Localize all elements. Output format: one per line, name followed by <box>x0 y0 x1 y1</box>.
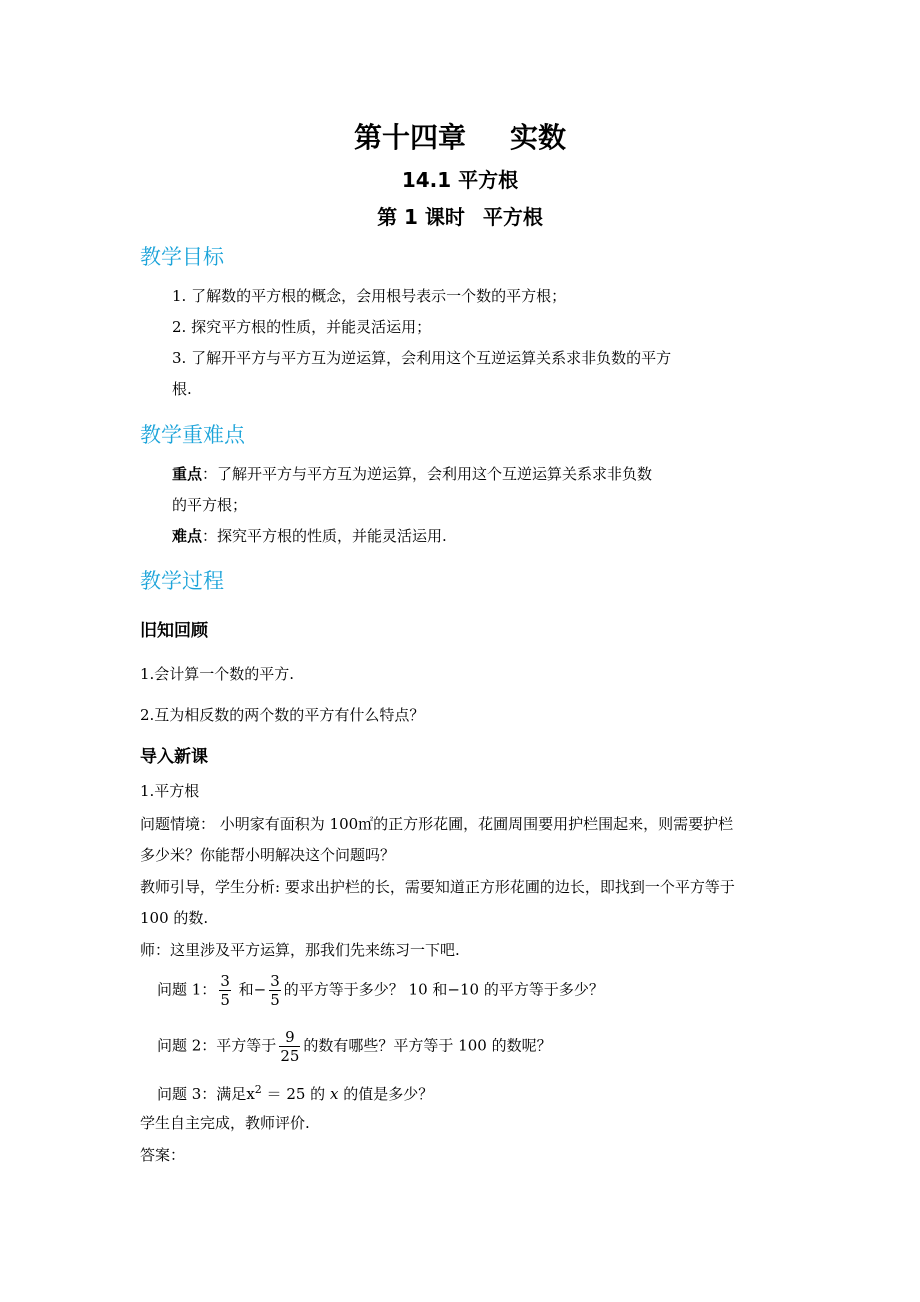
fraction-negative-three-fifths <box>269 972 281 1009</box>
key-point-text: ：了解开平方与平方互为逆运算，会利用这个互逆运算关系求非负数 <box>202 465 653 483</box>
fraction-denominator: 5 <box>270 991 280 1009</box>
question-3 <box>157 1078 433 1106</box>
student-line: 学生自主完成，教师评价. <box>140 1114 310 1132</box>
scenario-line2: 多少米？你能帮小明解决这个问题吗？ <box>140 846 396 864</box>
question-2-rest: 的数有哪些？平方等于 100 的数呢？ <box>303 1036 552 1055</box>
lesson-name: 平方根 <box>482 205 543 229</box>
guide-line2: 100 的数. <box>140 909 209 927</box>
section-title: 14.1 平方根 <box>401 168 519 192</box>
fraction-numerator: 3 <box>220 972 230 990</box>
minus-sign: − <box>253 980 267 999</box>
answer-label: 答案： <box>140 1146 186 1164</box>
objective-item-2: 2. 探究平方根的性质，并能灵活运用； <box>172 318 432 336</box>
objectives-heading: 教学目标 <box>140 245 224 269</box>
process-heading: 教学过程 <box>140 569 224 593</box>
guide-line1: 教师引导，学生分析: 要求出护栏的长，需要知道正方形花圃的边长，即找到一个平方等于 <box>140 878 735 896</box>
question-3-rest: 的值是多少？ <box>343 1085 434 1103</box>
chapter-name: 实数 <box>510 121 567 154</box>
difficulty-text: ：探究平方根的性质，并能灵活运用. <box>202 527 447 545</box>
fraction-denominator: 5 <box>220 991 230 1009</box>
intro-subheading: 1.平方根 <box>140 782 200 800</box>
lesson-title <box>0 203 920 231</box>
objective-item-1: 1. 了解数的平方根的概念，会用根号表示一个数的平方根； <box>172 287 567 305</box>
exponent: 2 <box>254 1083 262 1096</box>
question-2 <box>157 1028 552 1065</box>
review-item-1: 1.会计算一个数的平方. <box>140 665 295 683</box>
fraction-three-fifths <box>219 972 231 1009</box>
teacher-line: 师：这里涉及平方运算，那我们先来练习一下吧. <box>140 941 460 959</box>
chapter-number: 第十四章 <box>353 121 466 154</box>
key-point-label: 重点 <box>172 465 203 483</box>
difficulty-line <box>172 524 447 548</box>
question-3-equation: ＝ 25 的 <box>261 1085 326 1103</box>
fraction-numerator: 9 <box>279 1028 300 1047</box>
question-1-rest: 的平方等于多少？ 10 和−10 的平方等于多少？ <box>283 980 604 999</box>
key-point-line2: 的平方根； <box>172 496 248 514</box>
key-point-line1 <box>172 462 652 486</box>
fraction-denominator: 25 <box>280 1047 300 1065</box>
variable-x: x <box>246 1085 255 1103</box>
intro-heading: 导入新课 <box>140 747 208 767</box>
review-item-2: 2.互为相反数的两个数的平方有什么特点？ <box>140 706 425 724</box>
question-1-and: 和 <box>238 980 254 999</box>
question-1 <box>157 972 604 1009</box>
variable-x-italic: x <box>329 1085 339 1103</box>
question-2-label: 问题 2：平方等于 <box>157 1036 277 1055</box>
scenario-line1: 问题情境： 小明家有面积为 100㎡的正方形花圃，花圃周围要用护栏围起来，则需要护栏 <box>140 815 734 833</box>
question-3-label: 问题 3：满足 <box>157 1085 247 1103</box>
chapter-title <box>0 118 920 158</box>
lesson-number: 第 1 课时 <box>377 205 465 229</box>
objective-item-3-line1: 3. 了解开平方与平方互为逆运算，会利用这个互逆运算关系求非负数的平方 <box>172 349 672 367</box>
objective-item-3-line2: 根. <box>172 380 192 398</box>
fraction-nine-twentyfifths <box>279 1028 300 1065</box>
difficulty-label: 难点 <box>172 527 203 545</box>
review-heading: 旧知回顾 <box>140 621 208 641</box>
fraction-numerator: 3 <box>270 972 280 990</box>
question-1-label: 问题 1： <box>157 980 217 999</box>
key-points-heading: 教学重难点 <box>140 423 245 447</box>
